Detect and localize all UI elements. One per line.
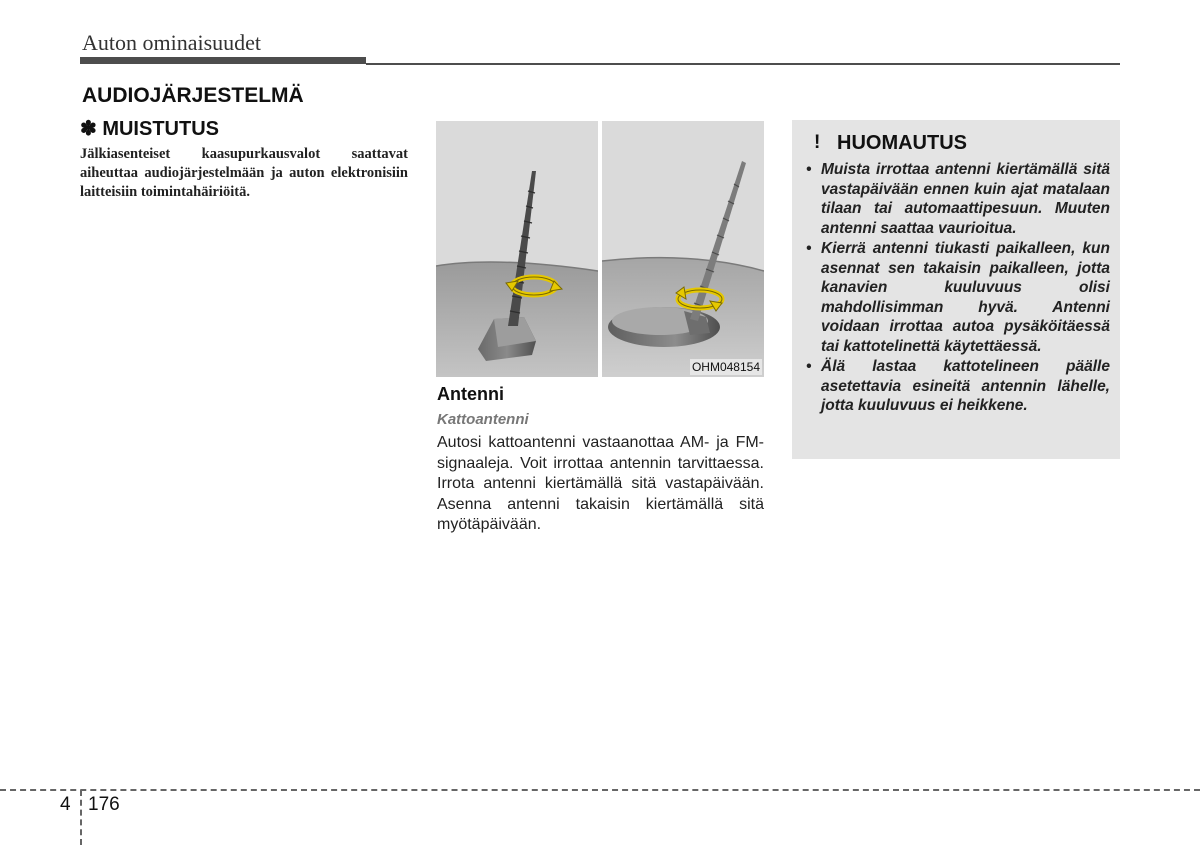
caution-item	[802, 160, 1110, 238]
caution-title: HUOMAUTUS	[837, 132, 967, 154]
caution-list	[802, 160, 1110, 417]
antenna-body: Autosi kattoantenni vastaanottaa AM- ja FM-signaaleja. Voit irrottaa antennin tarvittaessa. Irrota antenni kiertämällä sitä vastapäivään. Asenna antenni takaisin kiertämällä sitä myötäpäivään.	[437, 434, 764, 533]
caution-item-text: Älä lastaa kattotelineen päälle asetettavia esineitä antennin lähelle, jotta kuuluvuus ei heikkene.	[821, 358, 1110, 414]
caution-item-text: Kierrä antenni tiukasti paikalleen, kun asennat sen takaisin paikalleen, jotta kanavien kuuluvuus olisi mahdollisimman hyvä. Antenni voidaan irrottaa autoa pysäköitäessä tai kattotelinettä käytettäessä.	[821, 240, 1110, 355]
footer-divider	[80, 790, 82, 845]
bullet-icon: •	[806, 240, 812, 257]
chapter-number: 4	[60, 794, 71, 815]
caution-item	[802, 357, 1110, 416]
page-number: 176	[88, 794, 120, 815]
note-heading: ✽ MUISTUTUS	[80, 118, 219, 140]
note-body: Jälkiasenteiset kaasupurkausvalot saattavat aiheuttaa audiojärjestelmään ja auton elektronisiin laitteisiin toimintahäiriöitä.	[80, 146, 408, 200]
antenna-heading: Antenni	[437, 384, 504, 404]
caution-icon: !	[814, 132, 821, 153]
caution-item	[802, 239, 1110, 356]
header-rule	[366, 63, 1120, 65]
antenna-removal-illustration	[436, 121, 598, 377]
header-bar	[80, 57, 366, 64]
running-header: Auton ominaisuudet	[82, 30, 262, 55]
antenna-install-illustration	[602, 121, 764, 377]
antenna-subheading: Kattoantenni	[437, 411, 529, 428]
caution-item-text: Muista irrottaa antenni kiertämällä sitä vastapäivään ennen kuin ajat matalaan tilaan tai automaattipesuun. Muuten antenni saattaa vaurioitua.	[821, 161, 1110, 237]
footer-rule	[0, 789, 1200, 791]
figure-code: OHM048154	[691, 360, 760, 374]
caution-box	[792, 120, 1120, 459]
antenna-figure	[436, 121, 764, 377]
section-title: AUDIOJÄRJESTELMÄ	[82, 84, 304, 107]
bullet-icon: •	[806, 161, 812, 178]
bullet-icon: •	[806, 358, 812, 375]
